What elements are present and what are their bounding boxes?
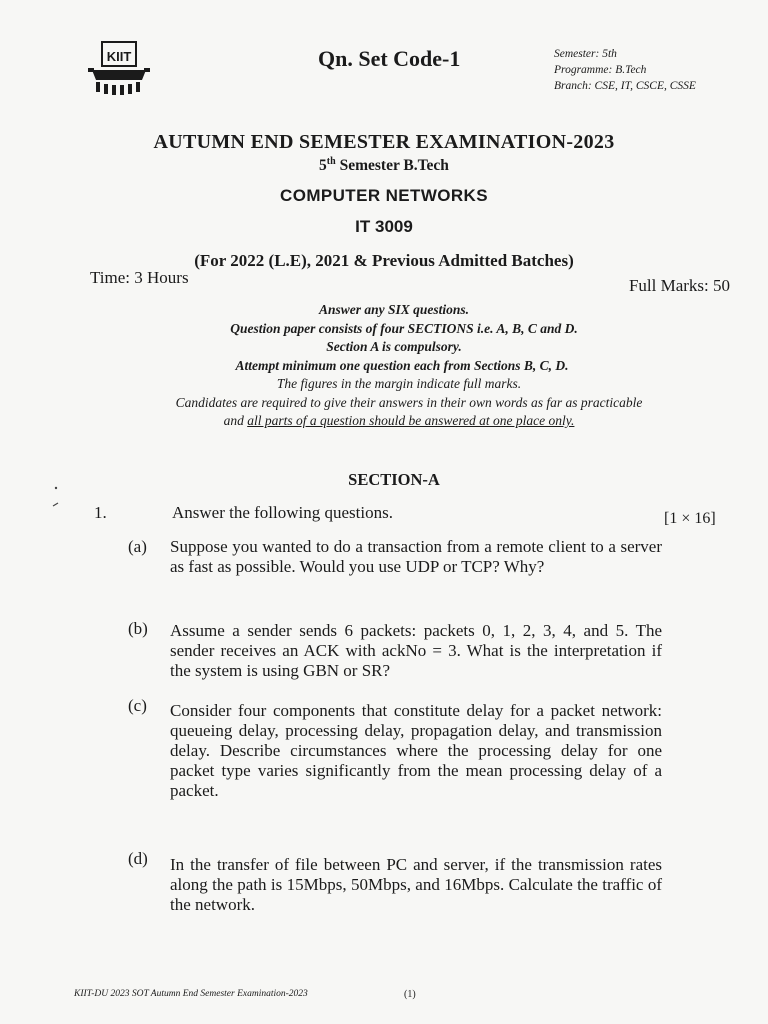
question-marks: [1 × 16] [664,510,716,527]
page-number: (1) [404,989,416,1000]
subject-title: COMPUTER NETWORKS [280,186,488,205]
instruction-line: Answer any SIX questions. [318,302,470,317]
logo-text: KIIT [106,49,132,64]
semester-suffix: th [326,156,336,167]
instruction-line: Question paper consists of four SECTIONS i.e. A, B, C and D. [230,320,578,336]
question-text: Answer the following questions. [172,503,393,522]
part-text-b: Assume a sender sends 6 packets: packets 0, 1, 2, 3, 4, and 5. The sender receives an ACK with ackNo = 3. What is the interpretation if the system is using GBN or SR? [170,621,662,680]
part-label-c: (c) [128,696,147,715]
instruction-prefix: and [223,413,248,428]
part-label-d: (d) [128,849,148,868]
instruction-line [0,412,768,431]
instruction-line: Section A is compulsory. [326,339,462,354]
part-text-d: In the transfer of file between PC and server, if the transmission rates along the path is 15Mbps, 50Mbps, and 16Mbps. Calculate the traffic of the network. [170,855,662,914]
university-logo [88,40,150,98]
semester-info: Semester: 5th [554,48,617,60]
part-text-a: Suppose you wanted to do a transaction from a remote client to a server as fast as possible. Would you use UDP or TCP? Why? [170,537,662,576]
admitted-batches: (For 2022 (L.E), 2021 & Previous Admitted Batches) [194,251,574,270]
instruction-underlined: all parts of a question should be answered at one place only. [247,413,575,428]
semester-text: Semester B.Tech [335,157,449,175]
section-heading: SECTION-A [348,470,440,489]
part-label-a: (a) [128,537,147,556]
course-meta [554,46,696,94]
instruction-line: The figures in the margin indicate full marks. [276,376,522,391]
exam-duration: Time: 3 Hours [90,268,189,287]
instructions [0,301,768,431]
subject-code: IT 3009 [355,217,413,236]
exam-title: AUTUMN END SEMESTER EXAMINATION-2023 [153,131,615,153]
footer-text: KIIT-DU 2023 SOT Autumn End Semester Examination-2023 [74,989,308,999]
question-set-code: Qn. Set Code-1 [318,46,461,71]
part-label-b: (b) [128,619,148,638]
semester-line [0,156,768,175]
branch-info: Branch: CSE, IT, CSCE, CSSE [554,80,696,92]
instruction-line: Attempt minimum one question each from Sections B, C, D. [235,357,569,373]
part-text-c: Consider four components that constitute delay for a packet network: queueing delay, processing delay, propagation delay, and transmission delay. Describe circumstances where the processing delay for one packet type varies significantly from the mean processing delay of a packet. [170,701,662,800]
question-number: 1. [94,503,107,522]
semester-number: 5 [319,157,327,175]
programme-info: Programme: B.Tech [554,64,647,76]
full-marks: Full Marks: 50 [628,276,730,295]
instruction-line: Candidates are required to give their answers in their own words as far as practicable [175,394,643,410]
